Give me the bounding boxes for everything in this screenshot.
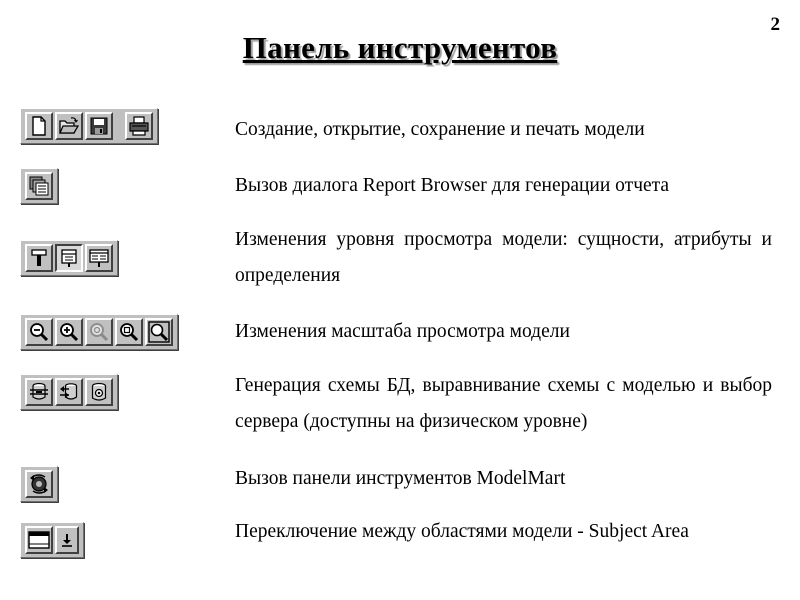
new-model-button[interactable] [25, 112, 53, 140]
subject-area-dropdown-button[interactable] [55, 526, 79, 554]
complete-compare-icon [59, 382, 79, 402]
page-title: Панель инструментов [242, 30, 558, 65]
subject-area-icon [28, 531, 50, 549]
save-model-button[interactable] [85, 112, 113, 140]
definition-level-icon [89, 248, 109, 268]
zoom-out-icon [29, 322, 49, 342]
row-description: Вызов панели инструментов ModelMart [235, 468, 566, 489]
modelmart-button[interactable] [25, 470, 53, 498]
file-toolbar [20, 108, 158, 144]
report-toolbar [20, 168, 58, 204]
definition-level-button[interactable] [85, 244, 113, 272]
attribute-level-icon [60, 248, 78, 268]
dropdown-arrow-icon [60, 532, 74, 548]
target-server-icon [90, 382, 108, 402]
target-server-button[interactable] [85, 378, 113, 406]
zoom-in-icon [59, 322, 79, 342]
open-model-button[interactable] [55, 112, 83, 140]
entity-level-icon [30, 248, 48, 268]
subject-area-toolbar [20, 522, 84, 558]
page-number: 2 [770, 14, 780, 35]
zoom-toolbar [20, 314, 178, 350]
attribute-level-button[interactable] [55, 244, 83, 272]
subject-area-button[interactable] [25, 526, 53, 554]
new-document-icon [30, 116, 48, 136]
modelmart-toolbar [20, 466, 58, 502]
row-description: Вызов диалога Report Browser для генерации отчета [235, 175, 670, 196]
open-folder-icon [59, 117, 79, 135]
zoom-fit-icon [119, 322, 139, 342]
display-level-toolbar [20, 240, 118, 276]
row-description: Переключение между областями модели - Subject Area [235, 521, 689, 542]
entity-level-button[interactable] [25, 244, 53, 272]
physical-toolbar [20, 374, 118, 410]
report-browser-icon [29, 176, 49, 196]
zoom-all-icon [148, 321, 170, 343]
zoom-normal-button[interactable] [85, 318, 113, 346]
zoom-normal-icon [89, 322, 109, 342]
zoom-fit-button[interactable] [115, 318, 143, 346]
zoom-in-button[interactable] [55, 318, 83, 346]
print-model-button[interactable] [125, 112, 153, 140]
save-disk-icon [90, 117, 108, 135]
report-browser-button[interactable] [25, 172, 53, 200]
zoom-out-button[interactable] [25, 318, 53, 346]
forward-engineer-icon [29, 382, 49, 402]
forward-engineer-button[interactable] [25, 378, 53, 406]
row-description: Изменения масштаба просмотра модели [235, 321, 570, 342]
print-icon [128, 116, 150, 136]
row-description: Генерация схемы БД, выравнивание схемы с моделью и выбор сервера (доступны на физическом уровне) [235, 375, 772, 432]
row-description: Изменения уровня просмотра модели: сущности, атрибуты и определения [235, 229, 772, 286]
row-description: Создание, открытие, сохранение и печать модели [235, 119, 645, 140]
complete-compare-button[interactable] [55, 378, 83, 406]
modelmart-icon [28, 473, 50, 495]
zoom-all-button[interactable] [145, 318, 173, 346]
